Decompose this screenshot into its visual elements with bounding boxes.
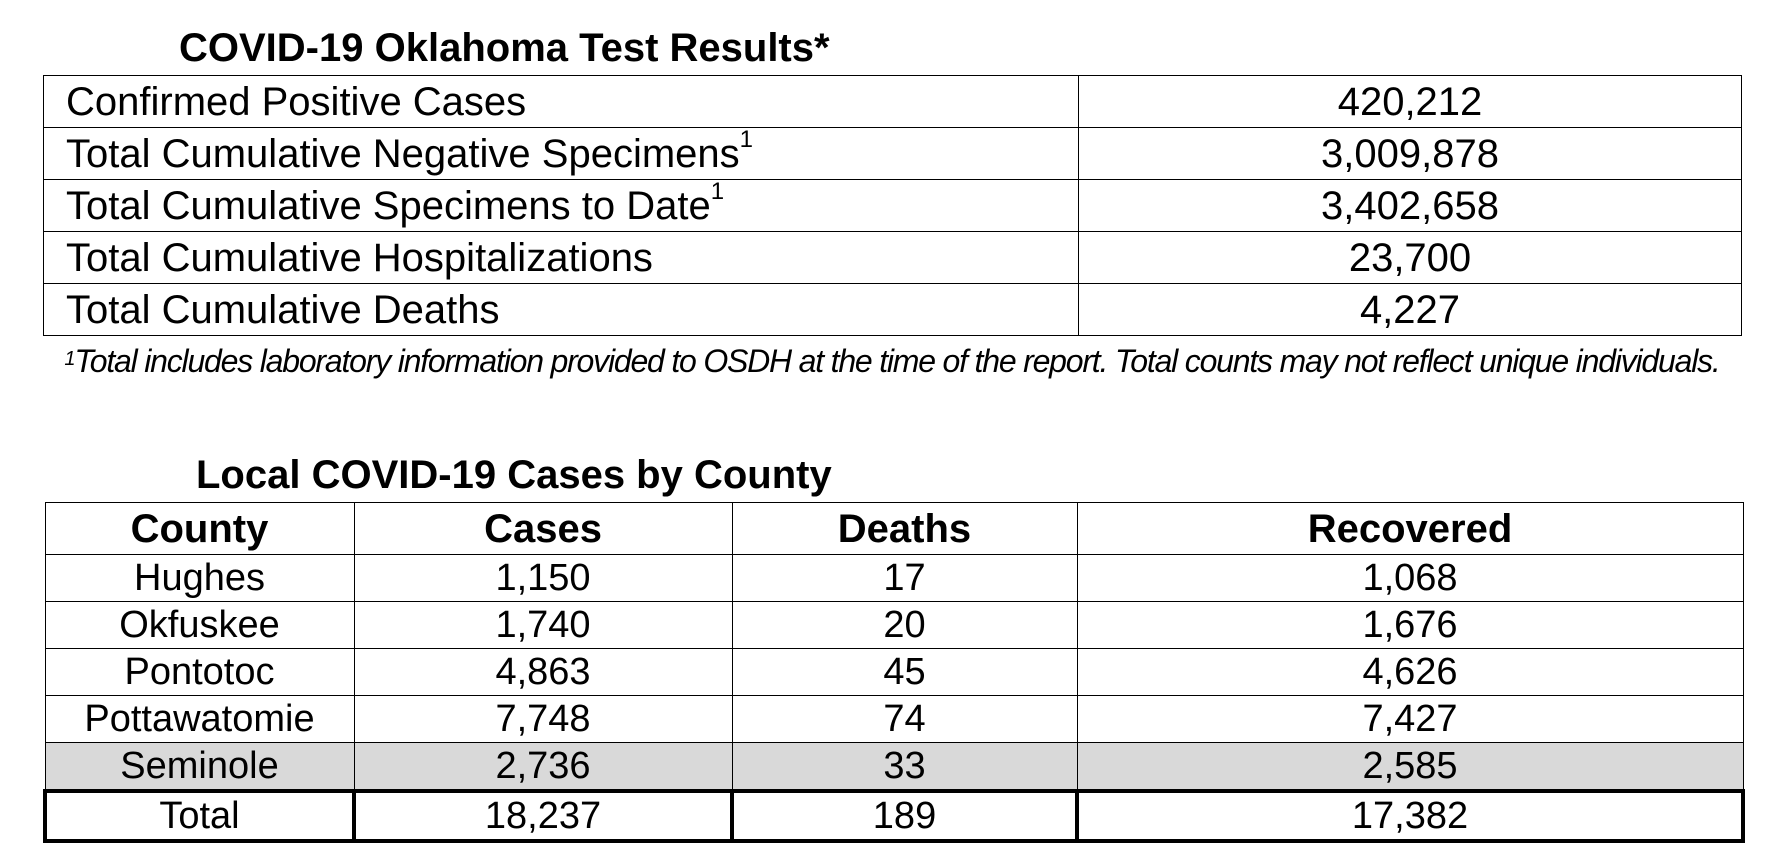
cell-county: Pottawatomie [45, 696, 354, 743]
row-value: 420,212 [1079, 76, 1742, 128]
row-value: 4,227 [1079, 284, 1742, 336]
test-results-table [43, 75, 1742, 336]
total-cases: 18,237 [354, 791, 732, 841]
cell-cases: 2,736 [354, 743, 732, 792]
county-cases-table [43, 502, 1745, 843]
cell-cases: 1,150 [354, 555, 732, 602]
cell-county: Hughes [45, 555, 354, 602]
cell-recovered: 1,676 [1077, 602, 1743, 649]
cell-deaths: 20 [732, 602, 1077, 649]
table-row [44, 128, 1742, 180]
footnote: $^1$Total includes laboratory information provided to OSDH at the time of the report. Total counts may not reflect unique individuals. [64, 343, 1720, 379]
table-total-row [45, 791, 1743, 841]
table-row [45, 696, 1743, 743]
row-label: Total Cumulative Specimens to Date$^1$ [44, 180, 1079, 232]
footnote-marker: 1 [64, 348, 75, 370]
row-value: 3,402,658 [1079, 180, 1742, 232]
table-row [45, 555, 1743, 602]
table-row [44, 76, 1742, 128]
cell-county: Okfuskee [45, 602, 354, 649]
column-header-county: County [45, 503, 354, 555]
row-label: Total Cumulative Negative Specimens$^1$ [44, 128, 1079, 180]
cell-county: Pontotoc [45, 649, 354, 696]
row-label: Total Cumulative Hospitalizations [44, 232, 1079, 284]
county-cases-title: Local COVID-19 Cases by County [196, 453, 832, 497]
cell-recovered: 2,585 [1077, 743, 1743, 792]
cell-recovered: 4,626 [1077, 649, 1743, 696]
table-row [44, 180, 1742, 232]
cell-recovered: 1,068 [1077, 555, 1743, 602]
table-row [45, 602, 1743, 649]
column-header-deaths: Deaths [732, 503, 1077, 555]
row-label: Confirmed Positive Cases [44, 76, 1079, 128]
footnote-marker: 1 [710, 177, 725, 205]
table-row [45, 649, 1743, 696]
total-recovered: 17,382 [1077, 791, 1743, 841]
cell-deaths: 17 [732, 555, 1077, 602]
footnote-marker: 1 [739, 125, 754, 153]
cell-deaths: 74 [732, 696, 1077, 743]
cell-deaths: 33 [732, 743, 1077, 792]
total-label: Total [45, 791, 354, 841]
cell-cases: 7,748 [354, 696, 732, 743]
table-row [44, 284, 1742, 336]
row-label: Total Cumulative Deaths [44, 284, 1079, 336]
cell-deaths: 45 [732, 649, 1077, 696]
cell-recovered: 7,427 [1077, 696, 1743, 743]
table-row-highlighted [45, 743, 1743, 792]
test-results-title: COVID-19 Oklahoma Test Results* [179, 26, 830, 70]
table-row [44, 232, 1742, 284]
row-value: 23,700 [1079, 232, 1742, 284]
total-deaths: 189 [732, 791, 1077, 841]
row-value: 3,009,878 [1079, 128, 1742, 180]
cell-cases: 1,740 [354, 602, 732, 649]
cell-cases: 4,863 [354, 649, 732, 696]
column-header-recovered: Recovered [1077, 503, 1743, 555]
column-header-cases: Cases [354, 503, 732, 555]
table-header-row [45, 503, 1743, 555]
cell-county: Seminole [45, 743, 354, 792]
